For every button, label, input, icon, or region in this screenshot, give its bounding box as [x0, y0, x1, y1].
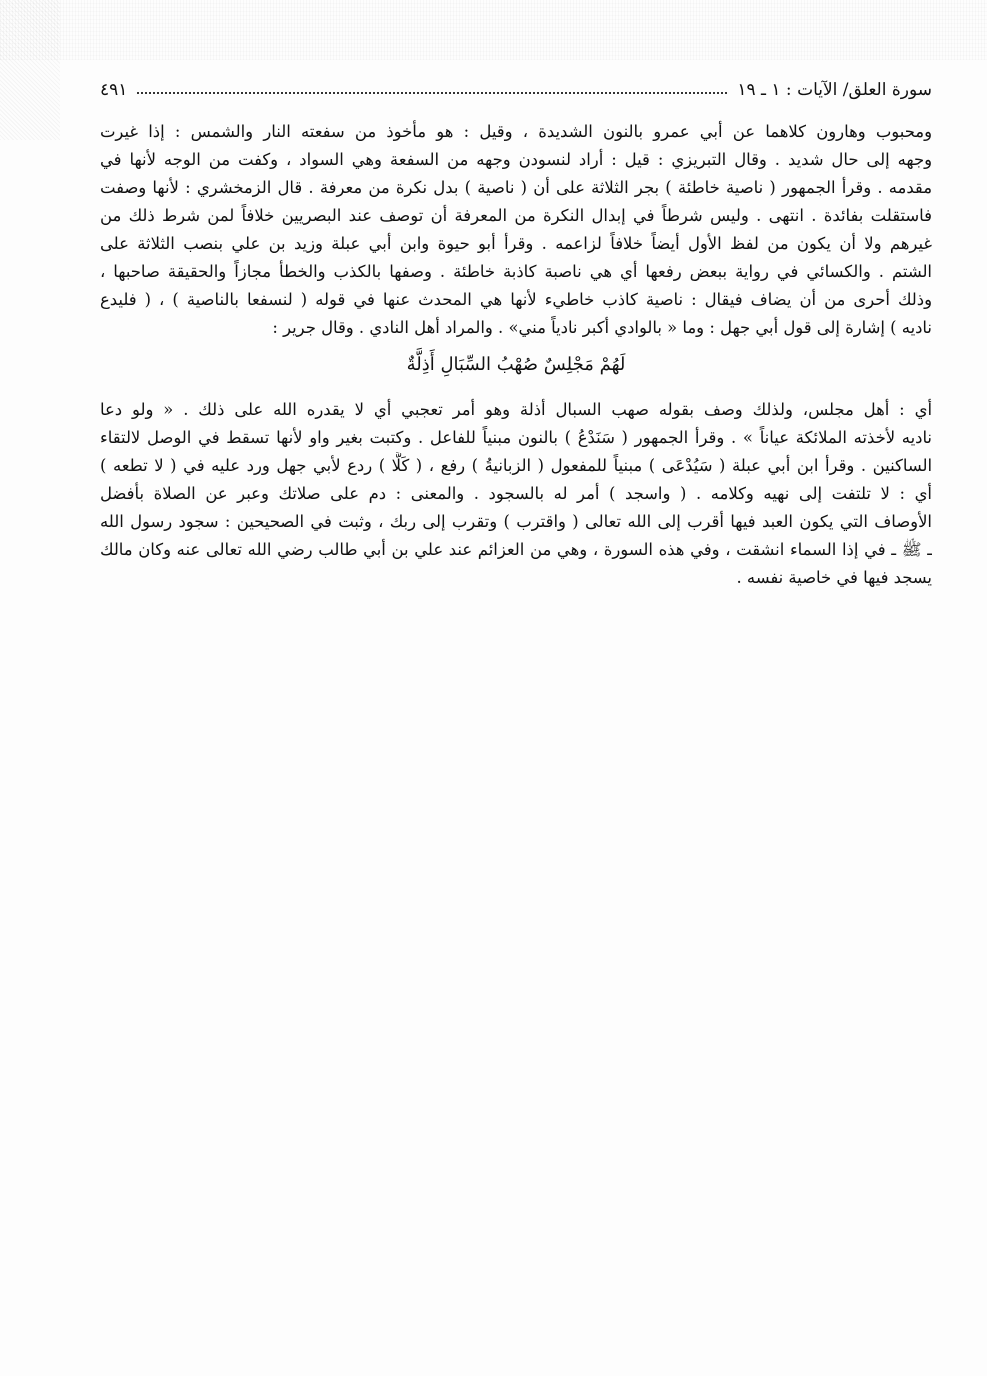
scan-noise-top — [0, 0, 987, 60]
body-text — [100, 118, 932, 592]
running-header — [100, 76, 932, 104]
text-line: ومحبوب وهارون كلاهما عن أبي عمرو بالنون الشديدة ، وقيل : هو مأخوذ من سفعته النار والشمس : إذا غيرت — [100, 122, 932, 141]
text-line: أي : لا تلتفت إلى نهيه وكلامه . ( واسجد ) أمر له بالسجود . والمعنى : دم على صلاتك وعبر عن الصلاة بأفضل — [100, 484, 932, 503]
text-line: فاستقلت بفائدة . انتهى . وليس شرطاً في إبدال النكرة من المعرفة أن توصف عند البصريين خلافاً لمن شرط ذلك من — [100, 206, 932, 225]
text-line: يسجد فيها في خاصية نفسه . — [736, 568, 932, 587]
text-line: ناديه ) إشارة إلى قول أبي جهل : وما « بالوادي أكبر نادياً مني» . والمراد أهل النادي . وقال جرير : — [272, 318, 932, 337]
text-line: أي : أهل مجلس، ولذلك وصف بقوله صهب السبال أذلة وهو أمر تعجبي أي لا يقدره الله على ذلك . « ولو دعا — [100, 400, 932, 419]
text-line: مقدمه . وقرأ الجمهور ( ناصية خاطئة ) بجر الثلاثة على أن ( ناصية ) بدل نكرة من معرفة . قال الزمخشري : لأنها وصفت — [100, 178, 932, 197]
text-line: الساكنين . وقرأ ابن أبي عبلة ( سَيُدْعَى ) مبنياً للمفعول ( الزبانيةُ ) رفع ، ( كَلَّا ) ردع لأبي جهل ورد عليه في ( لا تطعه ) — [100, 456, 932, 475]
text-line: وذلك أحرى من أن يضاف فيقال : ناصية كاذب خاطيء لأنها هي المحدث عنها في قوله ( لنسفعا بالناصية ) ، ( فليدع — [100, 290, 932, 309]
text-line: ـ ﷺ ـ في إذا السماء انشقت ، وفي هذه السورة ، وهي من العزائم عند علي بن أبي طالب رضي الله تعالى عنه وكان مالك — [100, 540, 932, 559]
text-line: وجهه إلى حال شديد . وقال التبريزي : قيل : أراد لنسودن وجهه من السفعة وهي السواد ، وكفت من الوجه لأنها في — [100, 150, 932, 169]
text-line: الشتم . والكسائي في رواية ببعض رفعها أي هي ناصبة كاذبة خاطئة . وصفها بالكذب والخطأ مجازاً والحقيقة صاحبها ، — [100, 262, 932, 281]
scan-noise-left — [0, 0, 60, 140]
page-number: ٤٩١ — [100, 80, 128, 100]
poetry-verse: لَهُمْ مَجْلِسٌ صُهْبُ السِّبَالِ أَذِلَّةٌ — [406, 354, 626, 375]
surah-title: سورة العلق/ الآيات : ١ ـ ١٩ — [737, 80, 932, 100]
dotted-leader — [137, 82, 727, 94]
text-line: ناديه لأخذته الملائكة عياناً » . وقرأ الجمهور ( سَنَدْعُ ) بالنون مبنياً للفاعل . وكتبت بغير واو لأنها تسقط في الوصل لالتقاء — [100, 428, 932, 447]
text-line: غيرهم ولا أن يكون من لفظ الأول أيضاً خلافاً لزاعمه . وقرأ أبو حيوة وابن أبي عبلة وزيد بن علي بنصب الثلاثة على — [100, 234, 932, 253]
text-line: الأوصاف التي يكون العبد فيها أقرب إلى الله تعالى ( واقترب ) وتقرب إلى ربك ، وثبت في الصحيحين : سجود رسول الله — [100, 512, 932, 531]
